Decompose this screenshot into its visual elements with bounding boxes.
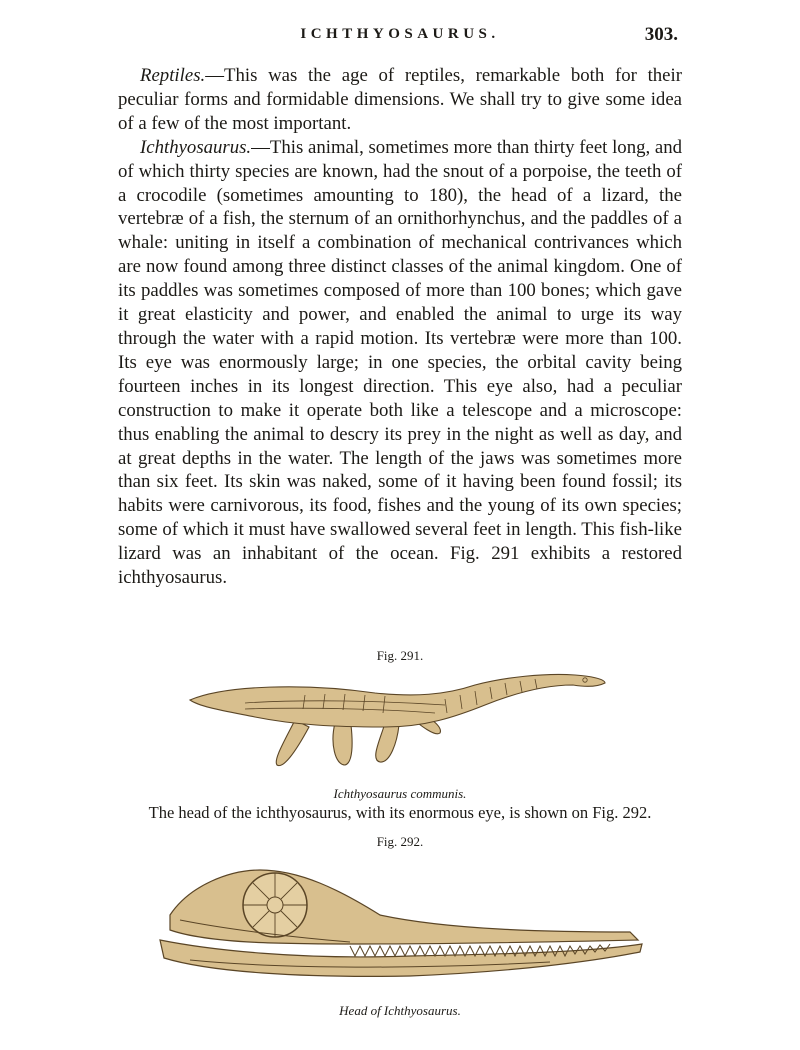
figure-label: Fig. 292. [376, 834, 424, 849]
paragraph-lead: Reptiles. [140, 65, 206, 86]
body-text [118, 64, 682, 590]
figure-caption: Ichthyosaurus communis. [333, 786, 467, 801]
figure-caption: Head of Ichthyosaurus. [339, 1003, 461, 1018]
figure-reference-text: The head of the ichthyosaurus, with its enormous eye, is shown on Fig. 292. [148, 803, 652, 822]
paragraph-reptiles [118, 64, 682, 136]
ichthyosaurus-engraving [185, 665, 615, 780]
running-head: ICHTHYOSAURUS. [300, 26, 500, 42]
paragraph-text: —This animal, sometimes more than thirty feet long, and of which thirty species are known, had the snout of a porpoise, the teeth of a crocodile (sometimes amounting to 180), the head of a lizard, the vertebræ of a fish, the sternum of an ornithorhynchus, and the paddles of a whale: uniting in itself a combination of mechanical contrivances which are now found among three distinct classes of the animal kingdom. One of its paddles was sometimes composed of more than 100 bones; which gave it great elasticity and power, and enabled the animal to urge its way through the water with a rapid motion. Its vertebræ were more than 100. Its eye was enormously large; in one species, the orbital cavity being fourteen inches in its longest direction. This eye also, had a peculiar construction to make it operate both like a telescope and a microscope: thus enabling the animal to descry its prey in the night as well as day, and at great depths in the water. The length of the jaws was sometimes more than six feet. Its skin was naked, some of it having been found fossil; its habits were carnivorous, its food, fishes and the young of its own species; some of which it must have swallowed several feet in length. This fish-like lizard was an inhabitant of the ocean. Fig. 291 exhibits a restored ichthyosaurus. [118, 136, 682, 589]
paragraph-text: —This was the age of reptiles, remarkable both for their peculiar forms and formidable dimensions. We shall try to give some idea of a few of the most important. [118, 65, 682, 134]
paragraph-ichthyosaurus [118, 136, 682, 590]
paragraph-lead: Ichthyosaurus. [140, 136, 252, 158]
figure-label: Fig. 291. [376, 648, 424, 663]
ichthyosaurus-skull-engraving [150, 860, 650, 1000]
page-number: 303. [644, 24, 678, 45]
